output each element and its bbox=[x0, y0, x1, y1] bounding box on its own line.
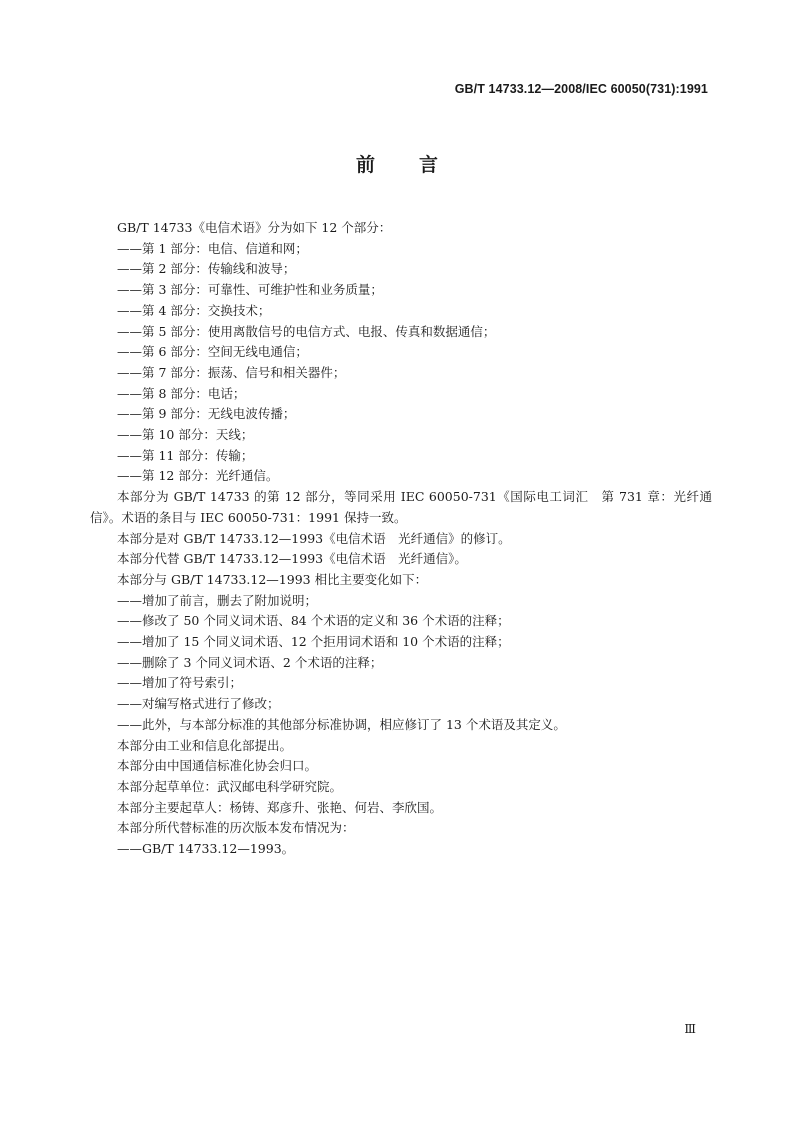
foreword-body bbox=[90, 218, 712, 860]
list-item-change-4: ——删除了 3 个同义词术语、2 个术语的注释； bbox=[117, 654, 383, 670]
paragraph-revision: 本部分是对 GB/T 14733.12—1993《电信术语 光纤通信》的修订。 bbox=[117, 530, 511, 546]
paragraph-drafters: 本部分主要起草人：杨铸、郑彦升、张艳、何岩、李欣国。 bbox=[117, 799, 443, 815]
list-item-history-1: ——GB/T 14733.12—1993。 bbox=[117, 841, 295, 857]
list-item-change-1: ——增加了前言，删去了附加说明； bbox=[117, 592, 318, 608]
paragraph-administered-by: 本部分由中国通信标准化协会归口。 bbox=[117, 758, 318, 774]
paragraph-replaces: 本部分代替 GB/T 14733.12—1993《电信术语 光纤通信》。 bbox=[117, 551, 467, 567]
paragraph-drafting-unit: 本部分起草单位：武汉邮电科学研究院。 bbox=[117, 778, 343, 794]
paragraph-changes-intro: 本部分与 GB/T 14733.12—1993 相比主要变化如下： bbox=[117, 571, 428, 587]
paragraph-proposed-by: 本部分由工业和信息化部提出。 bbox=[117, 737, 293, 753]
list-item-part-3: ——第 3 部分：可靠性、可维护性和业务质量； bbox=[117, 282, 383, 298]
list-item-part-12: ——第 12 部分：光纤通信。 bbox=[117, 468, 279, 484]
list-item-change-3: ——增加了 15 个同义词术语、12 个拒用词术语和 10 个术语的注释； bbox=[117, 634, 510, 650]
list-item-part-11: ——第 11 部分：传输； bbox=[117, 447, 254, 463]
page-title: 前言 bbox=[355, 154, 482, 176]
list-item-part-1: ——第 1 部分：电信、信道和网； bbox=[117, 240, 308, 256]
standard-code-header: GB/T 14733.12—2008/IEC 60050(731):1991 bbox=[454, 82, 708, 96]
paragraph-history-intro: 本部分所代替标准的历次版本发布情况为： bbox=[117, 820, 355, 836]
list-item-part-5: ——第 5 部分：使用离散信号的电信方式、电报、传真和数据通信； bbox=[117, 323, 496, 339]
list-item-change-5: ——增加了符号索引； bbox=[117, 675, 243, 691]
list-item-part-10: ——第 10 部分：天线； bbox=[117, 427, 254, 443]
list-item-part-4: ——第 4 部分：交换技术； bbox=[117, 302, 271, 318]
paragraph-intro: GB/T 14733《电信术语》分为如下 12 个部分： bbox=[117, 220, 392, 235]
list-item-change-6: ——对编写格式进行了修改； bbox=[117, 696, 280, 712]
list-item-part-2: ——第 2 部分：传输线和波导； bbox=[117, 261, 296, 277]
page-number: Ⅲ bbox=[684, 1022, 696, 1036]
list-item-change-2: ——修改了 50 个同义词术语、84 个术语的定义和 36 个术语的注释； bbox=[117, 613, 510, 629]
list-item-part-6: ——第 6 部分：空间无线电通信； bbox=[117, 344, 308, 360]
list-item-part-9: ——第 9 部分：无线电波传播； bbox=[117, 406, 296, 422]
list-item-part-7: ——第 7 部分：振荡、信号和相关器件； bbox=[117, 364, 346, 380]
paragraph-adoption: 本部分为 GB/T 14733 的第 12 部分，等同采用 IEC 60050-731《国际电工词汇 第 731 章：光纤通信》。术语的条目与 IEC 60050-731：1991 保持一致。 bbox=[90, 489, 712, 525]
list-item-change-7: ——此外，与本部分标准的其他部分标准协调，相应修订了 13 个术语及其定义。 bbox=[117, 716, 566, 732]
list-item-part-8: ——第 8 部分：电话； bbox=[117, 385, 246, 401]
